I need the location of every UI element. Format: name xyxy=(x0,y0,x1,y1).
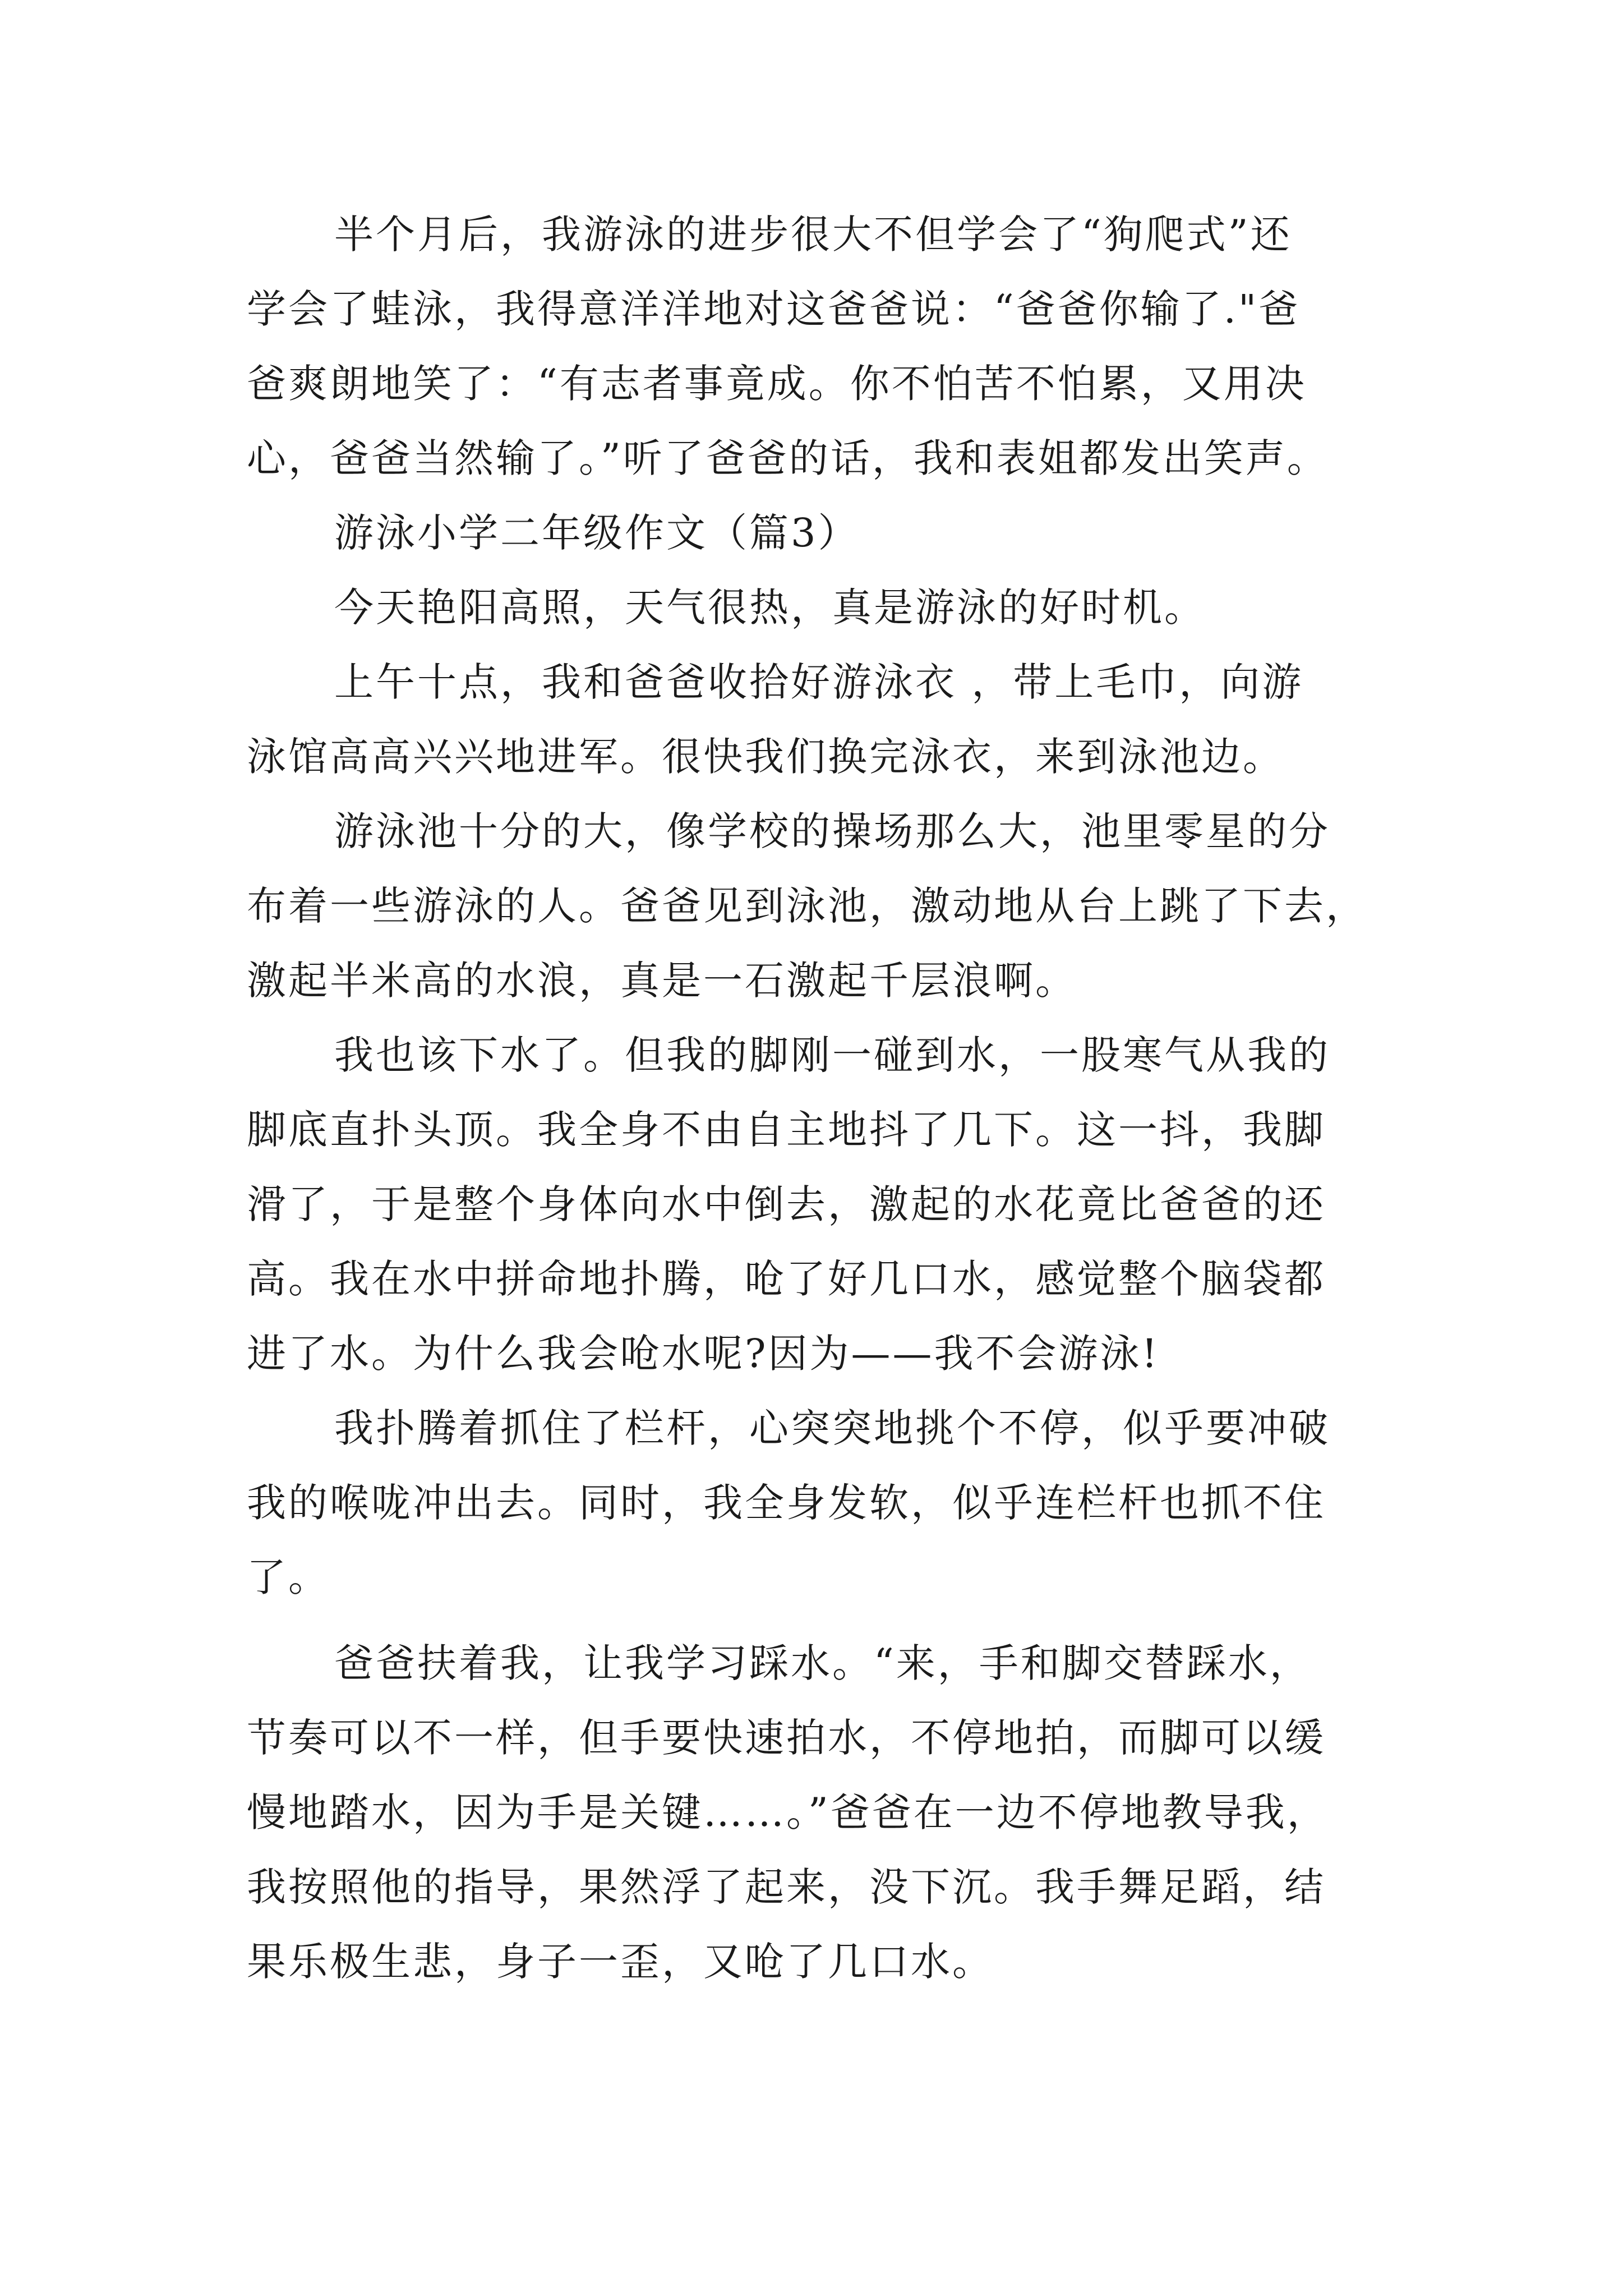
paragraph-line: 上午十点，我和爸爸收拾好游泳衣 ，带上毛巾，向游 xyxy=(334,659,1304,705)
paragraph-line: 滑了，于是整个身体向水中倒去，激起的水花竟比爸爸的还 xyxy=(247,1181,1326,1227)
paragraph-line: 我扑腾着抓住了栏杆，心突突地挑个不停，似乎要冲破 xyxy=(334,1405,1330,1451)
paragraph-line: 我也该下水了。但我的脚刚一碰到水，一股寒气从我的 xyxy=(334,1032,1330,1078)
paragraph-gap xyxy=(247,1615,1380,1626)
paragraph-line: 今天艳阳高照，天气很热，真是游泳的好时机。 xyxy=(334,585,1206,631)
paragraph-line: 高。我在水中拼命地扑腾，呛了好几口水，感觉整个脑袋都 xyxy=(247,1256,1326,1302)
paragraph-line: 泳馆高高兴兴地进军。很快我们换完泳衣，来到泳池边。 xyxy=(247,734,1284,780)
paragraph-line: 游泳池十分的大，像学校的操场那么大，池里零星的分 xyxy=(334,808,1330,854)
paragraph-line: 慢地踏水，因为手是关键……。”爸爸在一边不停地教导我， xyxy=(247,1789,1329,1835)
paragraph-line: 爸爸扶着我，让我学习踩水。“来，手和脚交替踩水， xyxy=(334,1640,1311,1686)
paragraph-line: 心，爸爸当然输了。”听了爸爸的话，我和表姐都发出笑声。 xyxy=(247,435,1329,481)
paragraph-line: 脚底直扑头顶。我全身不由自主地抖了几下。这一抖，我脚 xyxy=(247,1107,1326,1153)
section-heading: 游泳小学二年级作文（篇3） xyxy=(334,510,860,556)
paragraph-line: 我的喉咙冲出去。同时，我全身发软，似乎连栏杆也抓不住 xyxy=(247,1480,1326,1526)
paragraph-line: 果乐极生悲，身子一歪，又呛了几口水。 xyxy=(247,1939,994,1985)
paragraph-line: 布着一些游泳的人。爸爸见到泳池，激动地从台上跳了下去， xyxy=(247,883,1367,929)
paragraph-line: 激起半米高的水浪，真是一石激起千层浪啊。 xyxy=(247,958,1077,1004)
paragraph-line: 了。 xyxy=(247,1554,330,1600)
paragraph-line: 半个月后，我游泳的进步很大不但学会了“狗爬式”还 xyxy=(334,211,1292,257)
paragraph-line: 学会了蛙泳，我得意洋洋地对这爸爸说：“爸爸你输了."爸 xyxy=(247,286,1301,332)
paragraph-line: 爸爽朗地笑了：“有志者事竟成。你不怕苦不怕累，又用决 xyxy=(247,361,1307,407)
document-body xyxy=(247,197,1380,1999)
paragraph-line: 我按照他的指导，果然浮了起来，没下沉。我手舞足蹈，结 xyxy=(247,1864,1326,1910)
paragraph-line: 进了水。为什么我会呛水呢?因为——我不会游泳! xyxy=(247,1331,1160,1377)
paragraph-line: 节奏可以不一样，但手要快速拍水，不停地拍，而脚可以缓 xyxy=(247,1715,1326,1761)
